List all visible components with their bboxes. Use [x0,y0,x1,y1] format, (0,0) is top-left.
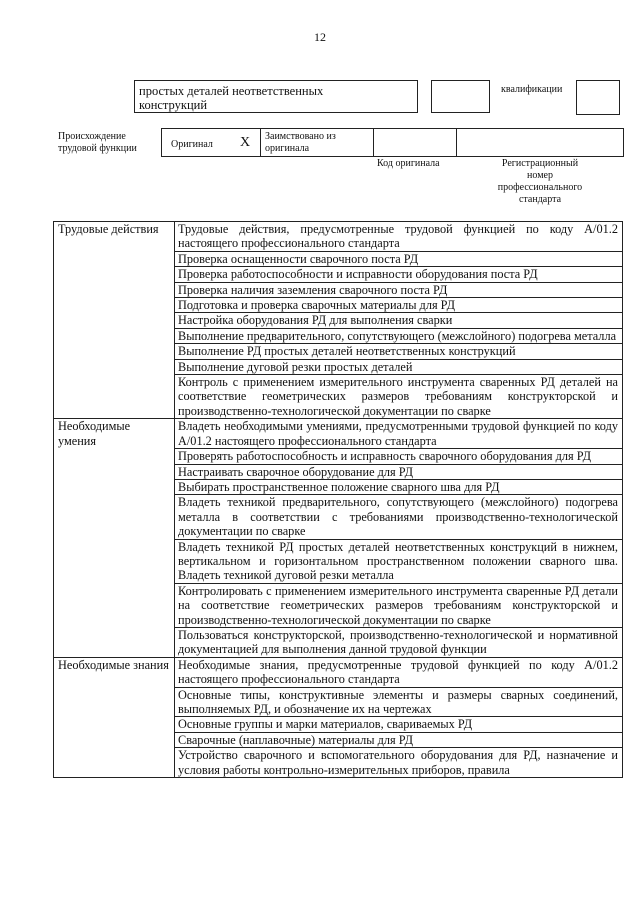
original-mark: X [240,135,251,150]
row-item: Владеть необходимыми умениями, предусмотренными трудовой функцией по коду А/01.2 настоящего профессионального стандарта [175,419,623,449]
code-original-label: Код оригинала [377,158,440,169]
divider-3 [456,128,457,157]
row-item: Проверка оснащенности сварочного поста РД [175,251,623,266]
row-item: Сварочные (наплавочные) материалы для РД [175,732,623,747]
row-item: Устройство сварочного и вспомогательного оборудования для РД, назначение и условия работы контрольно-измерительных приборов, правила [175,748,623,778]
row-category: Трудовые действия [54,222,175,419]
divider-1 [260,128,261,157]
divider-2 [373,128,374,157]
row-item: Проверка наличия заземления сварочного поста РД [175,282,623,297]
row-item: Выполнение РД простых деталей неответственных конструкций [175,344,623,359]
qualification-label: квалификации [501,84,563,95]
row-item: Трудовые действия, предусмотренные трудовой функцией по коду А/01.2 настоящего профессионального стандарта [175,222,623,252]
original-label: Оригинал [171,139,213,150]
row-item: Владеть техникой РД простых деталей неответственных конструкций в нижнем, вертикальном и горизонтальном пространственном положении сварного шва. Владеть техникой дуговой резки металла [175,539,623,583]
row-item: Настраивать сварочное оборудование для РД [175,464,623,479]
table-row [54,419,623,449]
row-item: Выполнение дуговой резки простых деталей [175,359,623,374]
origin-label: Происхождение трудовой функции [58,131,137,154]
table-row [54,222,623,252]
level-box [431,80,490,113]
table-row [54,657,623,687]
row-item: Выбирать пространственное положение сварного шва для РД [175,479,623,494]
row-item: Основные группы и марки материалов, свариваемых РД [175,717,623,732]
origin-table [161,128,624,157]
row-item: Основные типы, конструктивные элементы и размеры сварных соединений, выполняемых РД, и обозначение их на чертежах [175,687,623,717]
row-item: Выполнение предварительного, сопутствующего (межслойного) подогрева металла [175,328,623,343]
row-item: Подготовка и проверка сварочных материалы для РД [175,298,623,313]
row-item: Контролировать с применением измерительного инструмента сваренные РД детали на соответствие геометрических размеров требованиям конструкторской и производственно-технологической документации по сварке [175,583,623,627]
row-item: Проверка работоспособности и исправности оборудования поста РД [175,267,623,282]
name-box [134,80,418,113]
row-item: Необходимые знания, предусмотренные трудовой функцией по коду А/01.2 настоящего профессионального стандарта [175,657,623,687]
row-item: Владеть техникой предварительного, сопутствующего (межслойного) подогрева металла в соответствии с требованиями производственно-технологической документации по сварке [175,495,623,539]
row-item: Пользоваться конструкторской, производственно-технологической и нормативной документацией для выполнения данной трудовой функции [175,627,623,657]
borrowed-label: Заимствовано из оригинала [265,131,336,154]
row-item: Контроль с применением измерительного инструмента сваренных РД деталей на соответствие геометрических размеров требованиям конструкторской и производственно-технологической документации по сварке [175,375,623,419]
row-category: Необходимые умения [54,419,175,658]
qualification-value-box [576,80,620,115]
row-item: Настройка оборудования РД для выполнения сварки [175,313,623,328]
function-table [53,221,623,778]
row-category: Необходимые знания [54,657,175,777]
registration-number-label: Регистрационный номер профессионального стандарта [497,158,583,205]
page-number: 12 [314,30,326,44]
function-name-text: простых деталей неответственных конструкций [139,84,324,112]
row-item: Проверять работоспособность и исправность сварочного оборудования для РД [175,449,623,464]
